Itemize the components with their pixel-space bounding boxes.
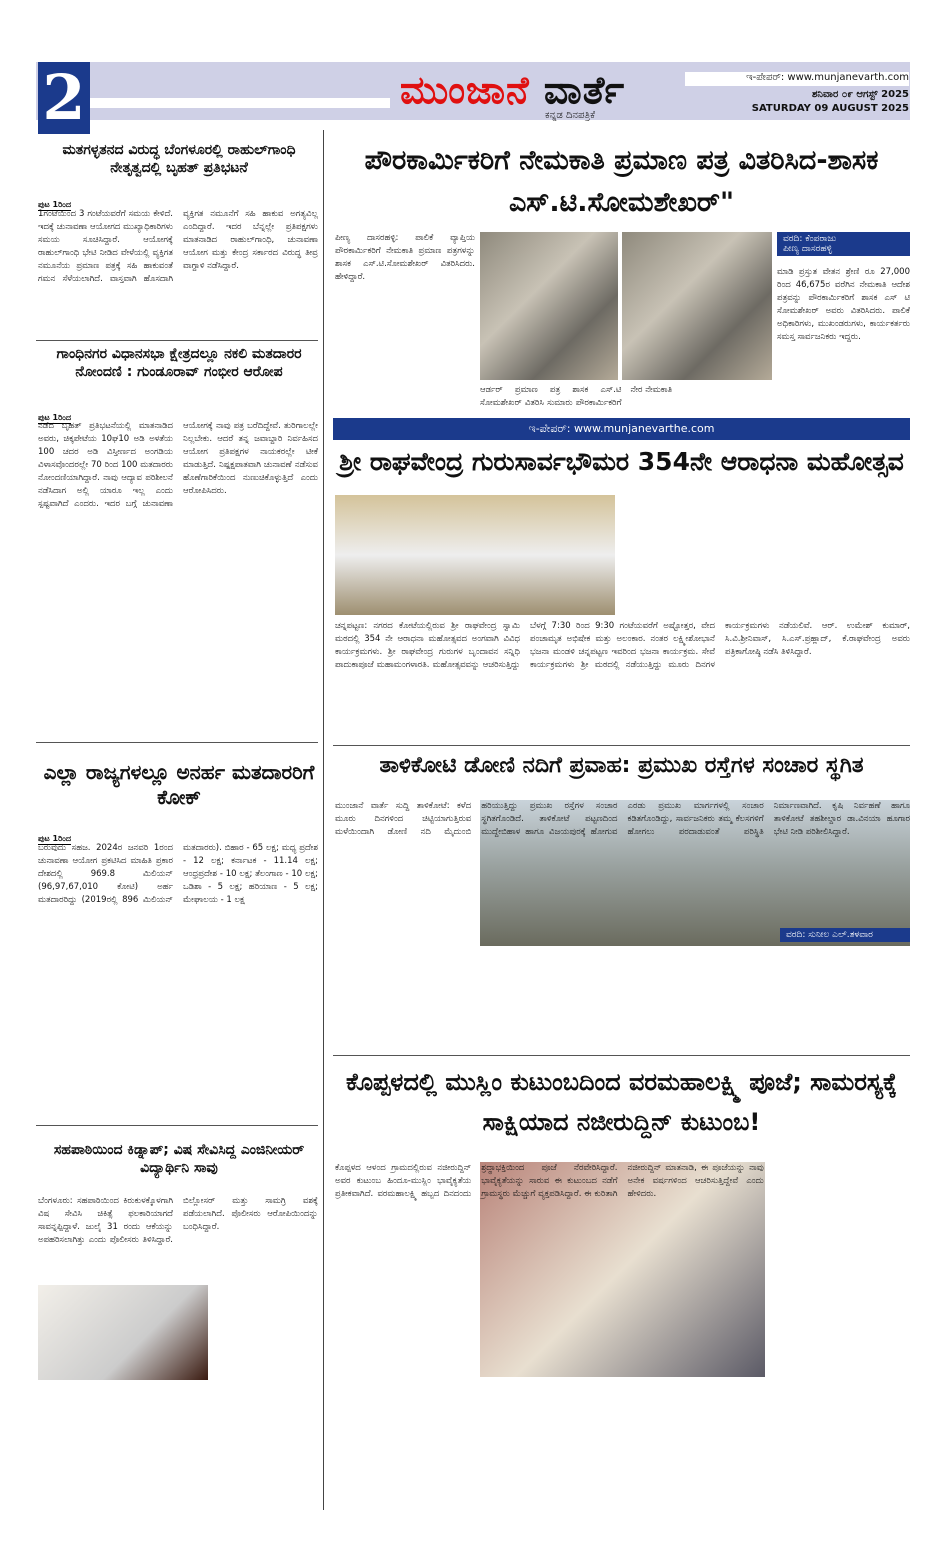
article-body: ಬೆಂಗಳೂರು: ಸಹಪಾಠಿಯಿಂದ ಕಿರುಕುಳಕ್ಕೊಳಗಾಗಿ ವಿಷ ಸೇವಿಸಿ ಚಿಕಿತ್ಸೆ ಫಲಕಾರಿಯಾಗದೆ ಸಾವನ್ನಪ್ಪಿದ್ದಾಳೆ. ಜುಲೈ 31 ರಂದು ಆಕೆಯನ್ನು ಅಪಹರಿಸಲಾಗಿತ್ತು ಎಂದು ಪೊಲೀಸರು ತಿಳಿಸಿದ್ದಾರೆ. ಬಿಲ್ಲೋಸರ್ ಮತ್ತು ಸಾಮಗ್ರಿ ವಶಕ್ಕೆ ಪಡೆಯಲಾಗಿದೆ. ಪೊಲೀಸರು ಆರೋಪಿಯಿಂದನ್ನು ಬಂಧಿಸಿದ್ದಾರೆ. (38, 1196, 318, 1245)
article-body: ಮಾಡಿ ಪ್ರಸ್ತುತ ವೇತನ ಶ್ರೇಣಿ ರೂ 27,000 ರಿಂದ 46,675ರ ವರೆಗಿನ ನೇಮಕಾತಿ ಆದೇಶ ಪತ್ರವನ್ನು ಪೌರಕಾರ್ಮಿಕರಿಗೆ ಶಾಸಕ ಎಸ್ ಟಿ ಸೋಮಶೇಖರ್ ಅವರು ವಿತರಿಸಿದರು. ಪಾಲಿಕೆ ಅಧಿಕಾರಿಗಳು, ಮುಖಂಡರುಗಳು, ಕಾರ್ಯಕರ್ತರು ಸಮಸ್ತ ಸಾರ್ವಜನಿಕರು ಇದ್ದರು. (777, 267, 910, 342)
article-headline: ಗಾಂಧಿನಗರ ವಿಧಾನಸಭಾ ಕ್ಷೇತ್ರದಲ್ಲೂ ನಕಲಿ ಮತದಾರರ ನೋಂದಣಿ : ಗುಂಡೂರಾವ್ ಗಂಭೀರ ಆರೋಪ (56, 346, 302, 380)
photo-caption: ಆರ್ಡರ್ ಪ್ರಮಾಣ ಪತ್ರ ಶಾಸಕ ಎಸ್.ಟಿ ಸೋಮಶೇಖರ್ ವಿತರಿಸಿ ಸುಮಾರು ಪೌರಕಾರ್ಮಿಕರಿಗೆ ನೇರ ನೇಮಕಾತಿ (480, 385, 673, 408)
article-headline: ಮತಗಳ್ಳತನದ ವಿರುದ್ಧ ಬೆಂಗಳೂರಲ್ಲಿ ರಾಹುಲ್‌ಗಾಂಧಿ ನೇತೃತ್ವದಲ್ಲಿ ಬೃಹತ್ ಪ್ರತಿಭಟನೆ (62, 142, 296, 176)
article-body: ನಡೆದ ಬೃಹತ್ ಪ್ರತಿಭಟನೆಯಲ್ಲಿ ಮಾತನಾಡಿದ ಅವರು, ಚಿಕ್ಕಪೇಟೆಯ 10ಘ10 ಅಡಿ ಅಳತೆಯ 100 ಚದರ ಅಡಿ ವಿಸ್ತೀರ್ಣದ ಅಂಗಡಿಯ ವಿಳಾಸವೊಂದರಲ್ಲೇ 70 ರಿಂದ 100 ಮತದಾರರು ನೋಂದಣಿಯಾಗಿದ್ದಾರೆ. ನಾವು ಆದ್ಯಾವ ಪರಿಶೀಲನೆ ನಡೆಸಿದಾಗ ಅಲ್ಲಿ ಯಾರೂ ಇಲ್ಲ ಎಂದು ಸ್ಪಷ್ಟವಾಗಿದೆ ಎಂದರು. ಇದರ ಬಗ್ಗೆ ಚುನಾವಣಾ ಆಯೋಗಕ್ಕೆ ನಾವು ಪತ್ರ ಬರೆದಿದ್ದೇವೆ. ತುರಿಗಾಲಲ್ಲೇ ನಿಲ್ಲಬೇಕು. ಆದರೆ ತನ್ನ ಜವಾಬ್ದಾರಿ ನಿರ್ವಹಿಸದ ಆಯೋಗ ಪ್ರತಿಪಕ್ಷಗಳ ನಾಯಕರಲ್ಲೇ ಟೀಕೆ ಮಾಡುತ್ತಿದೆ. ನಿಷ್ಪಕ್ಷಪಾತವಾಗಿ ಚುನಾವಣೆ ನಡೆಸುವ ಹೊಣೆಗಾರಿಕೆಯಿಂದ ನುಣುಚಿಕೊಳ್ಳುತ್ತಿದೆ ಎಂದು ಆರೋಪಿಸಿದರು. (38, 421, 318, 509)
divider (333, 1055, 910, 1056)
newspaper-logo (400, 68, 625, 113)
epaper-banner[interactable]: ಇ-ಪೇಪರ್: www.munjanevarthe.com (333, 418, 910, 440)
article-body: ಬರುವುದು ಸಹಜ. 2024ರ ಜನವರಿ 1ರಂದ ಚುನಾವಣಾ ಆಯೋಗ ಪ್ರಕಟಿಸಿದ ಮಾಹಿತಿ ಪ್ರಕಾರ ದೇಶದಲ್ಲಿ 969.8 ಮಿಲಿಯನ್ (96,97,67,010 ಕೋಟಿ) ಅರ್ಹ ಮತದಾರರಿದ್ದು (2019ರಲ್ಲಿ 896 ಮಿಲಿಯನ್ ಮತದಾರರು). ಬಿಹಾರ - 65 ಲಕ್ಷ; ಮಧ್ಯ ಪ್ರದೇಶ - 12 ಲಕ್ಷ; ಕರ್ನಾಟಕ - 11.14 ಲಕ್ಷ; ಆಂಧ್ರಪ್ರದೇಶ - 10 ಲಕ್ಷ; ತೆಲಂಗಾಣ - 10 ಲಕ್ಷ; ಒಡಿಶಾ - 5 ಲಕ್ಷ; ಹರಿಯಾಣ - 5 ಲಕ್ಷ; ಮೇಘಾಲಯ - 1 ಲಕ್ಷ (38, 843, 318, 905)
certificate-photo-1 (480, 232, 618, 380)
article-headline: ಪೌರಕಾರ್ಮಿಕರಿಗೆ ನೇಮಕಾತಿ ಪ್ರಮಾಣ ಪತ್ರ ವಿತರಿಸಿದ-ಶಾಸಕ ಎಸ್.ಟಿ.ಸೋಮಶೇಖರ್" (364, 145, 879, 218)
byline-name: ವರದಿ: ಕೆಂಪರಾಜು (783, 234, 837, 244)
article-body: 1ಗಂಟೆಯಿಂದ 3 ಗಂಟೆಯವರೆಗೆ ಸಮಯ ಕೇಳಿದೆ. ಇದಕ್ಕೆ ಚುನಾವಣಾ ಆಯೋಗದ ಮುಖ್ಯಾಧಿಕಾರಿಗಳು ಸಮಯ ಸೂಚಿಸಿದ್ದಾರೆ. ಆಯೋಗಕ್ಕೆ ರಾಹುಲ್‌ಗಾಂಧಿ ಭೇಟಿ ನೀಡಿದ ವೇಳೆಯಲ್ಲಿ ವ್ಯಕ್ತಿಗತ ನಮೂನೆಯ ಪ್ರಮಾಣ ಪತ್ರಕ್ಕೆ ಸಹಿ ಹಾಕುವಂತೆ ಗಮನ ಸೆಳೆಯಲಾಗಿದೆ. ವಾಸ್ತವಾಗಿ ಹೊಸದಾಗಿ ವ್ಯಕ್ತಿಗತ ನಮೂನೆಗೆ ಸಹಿ ಹಾಕುವ ಅಗತ್ಯವಿಲ್ಲ ಎಂದಿದ್ದಾರೆ. ಇದರ ಬೆನ್ನಲ್ಲೇ ಪ್ರತಿಪಕ್ಷಗಳು ಮಾತನಾಡಿದ ರಾಹುಲ್‌ಗಾಂಧಿ, ಚುನಾವಣಾ ಆಯೋಗ ಮತ್ತು ಕೇಂದ್ರ ಸರ್ಕಾರದ ವಿರುದ್ಧ ತೀವ್ರ ವಾಗ್ದಾಳಿ ನಡೆಸಿದ್ದಾರೆ. (38, 209, 318, 284)
article-headline: ಕೊಪ್ಪಳದಲ್ಲಿ ಮುಸ್ಲಿಂ ಕುಟುಂಬದಿಂದ ವರಮಹಾಲಕ್ಷ್ಮಿ ಪೂಜೆ; ಸಾಮರಸ್ಯಕ್ಕೆ ಸಾಕ್ಷಿಯಾದ ನಜೀರುದ್ದಿನ್ ಕುಟುಂಬ! (345, 1068, 897, 1136)
dateline-text: ಪುಟ 1ರಿಂದ (38, 834, 72, 843)
byline: ವರದಿ: ಸುನೀಲ ಎಲ್.ತಳವಾರ (780, 928, 910, 942)
article-headline: ಎಲ್ಲಾ ರಾಜ್ಯಗಳಲ್ಲೂ ಅನರ್ಹ ಮತದಾರರಿಗೆ ಕೋಕ್ (43, 760, 315, 809)
logo-red-text: ಮುಂಜಾನೆ (400, 68, 530, 112)
date-kannada: ಶನಿವಾರ ೦೯ ಆಗಸ್ಟ್ 2025 (811, 89, 909, 100)
dateline-text: ಪುಟ 1ರಿಂದ (38, 200, 72, 209)
article-headline: ಸಹಪಾಠಿಯಿಂದ ಕಿಡ್ನಾಪ್; ವಿಷ ಸೇವಿಸಿದ್ದ ಎಂಜಿನೀಯರ್ ವಿದ್ಯಾರ್ಥಿನಿ ಸಾವು (53, 1142, 305, 1176)
divider (36, 742, 318, 743)
press-meet-photo (335, 495, 615, 615)
epaper-link[interactable]: ಇ-ಪೇಪರ್: www.munjanevarth.com (685, 72, 909, 86)
article-body: ಮುಂಜಾನೆ ವಾರ್ತೆ ಸುದ್ದಿ ತಾಳಿಕೋಟೆ: ಕಳೆದ ಮೂರು ದಿನಗಳಿಂದ ಚಿಟ್ಟಿಯಾಗುತ್ತಿರುವ ಮಳೆಯಿಂದಾಗಿ ಡೋಣಿ ನದಿ ಮೈದುಂಬಿ ಹರಿಯುತ್ತಿದ್ದು ಪ್ರಮುಖ ರಸ್ತೆಗಳ ಸಂಚಾರ ಸ್ಥಗಿತಗೊಂಡಿದೆ. ತಾಳಿಕೋಟೆ ಪಟ್ಟಣದಿಂದ ಮುದ್ದೇಬಿಹಾಳ ಹಾಗೂ ವಿಜಯಪುರಕ್ಕೆ ಹೋಗುವ ಎರಡು ಪ್ರಮುಖ ಮಾರ್ಗಗಳಲ್ಲಿ ಸಂಚಾರ ಕಡಿತಗೊಂಡಿದ್ದು, ಸಾರ್ವಜನಿಕರು ತಮ್ಮ ಕೆಲಸಗಳಿಗೆ ಹೋಗಲು ಪರದಾಡುವಂತೆ ಪರಿಸ್ಥಿತಿ ನಿರ್ಮಾಣವಾಗಿದೆ. ಕೃಷಿ ನಿರ್ವಹಣೆ ಹಾಗೂ ತಾಳಿಕೋಟೆ ತಹಶೀಲ್ದಾರ ಡಾ.ವಿನಯಾ ಹೂಗಾರ ಭೇಟಿ ನೀಡಿ ಪರಿಶೀಲಿಸಿದ್ದಾರೆ. (335, 801, 910, 837)
newspaper-subtitle: ಕನ್ನಡ ದಿನಪತ್ರಿಕೆ (545, 110, 596, 121)
article-headline: ತಾಳಿಕೋಟಿ ಡೋಣಿ ನದಿಗೆ ಪ್ರವಾಹ: ಪ್ರಮುಖ ರಸ್ತೆಗಳ ಸಂಚಾರ ಸ್ಥಗಿತ (379, 753, 864, 778)
divider (36, 340, 318, 341)
article-body: ಕೊಪ್ಪಳದ ಆಳಂದ ಗ್ರಾಮದಲ್ಲಿರುವ ನಜೀರುದ್ದಿನ್ ಅವರ ಕುಟುಂಬ ಹಿಂದೂ-ಮುಸ್ಲಿಂ ಭಾವೈಕ್ಯತೆಯ ಪ್ರತೀಕವಾಗಿದೆ. ವರಮಹಾಲಕ್ಷ್ಮಿ ಹಬ್ಬದ ದಿನದಂದು ಶ್ರದ್ಧಾಭಕ್ತಿಯಿಂದ ಪೂಜೆ ನೆರವೇರಿಸಿದ್ದಾರೆ. ಭಾವೈಕ್ಯತೆಯನ್ನು ಸಾರುವ ಈ ಕುಟುಂಬದ ನಡೆಗೆ ಗ್ರಾಮಸ್ಥರು ಮೆಚ್ಚುಗೆ ವ್ಯಕ್ತಪಡಿಸಿದ್ದಾರೆ. ಈ ಕುರಿತಾಗಿ ನಜೀರುದ್ದಿನ್ ಮಾತನಾಡಿ, ಈ ಪೂಜೆಯನ್ನು ನಾವು ಅನೇಕ ವರ್ಷಗಳಿಂದ ಆಚರಿಸುತ್ತಿದ್ದೇವೆ ಎಂದು ಹೇಳಿದರು. (335, 1163, 764, 1199)
article-body: ಪೀಣ್ಯ ದಾಸರಹಳ್ಳಿ: ಪಾಲಿಕೆ ವ್ಯಾಪ್ತಿಯ ಪೌರಕಾರ್ಮಿಕರಿಗೆ ನೇಮಕಾತಿ ಪ್ರಮಾಣ ಪತ್ರಗಳನ್ನು ಶಾಸಕ ಎಸ್.ಟಿ.ಸೋಮಶೇಖರ್ ವಿತರಿಸಿದರು. ಹೇಳಿದ್ದಾರೆ. (335, 233, 475, 282)
article-body: ಚನ್ನಪಟ್ಟಣ: ನಗರದ ಕೋಟೆಯಲ್ಲಿರುವ ಶ್ರೀ ರಾಘವೇಂದ್ರ ಸ್ವಾಮಿ ಮಠದಲ್ಲಿ 354 ನೇ ಆರಾಧನಾ ಮಹೋತ್ಸವದ ಅಂಗವಾಗಿ ವಿವಿಧ ಕಾರ್ಯಕ್ರಮಗಳು. ಶ್ರೀ ರಾಘವೇಂದ್ರ ಗುರುಗಳ ಬೃಂದಾವನ ಸನ್ನಿಧಿ ಪಾದುಕಾಪೂಜೆ ಮಹಾಮಂಗಳಾರತಿ. ಮಹೋತ್ಸವವನ್ನು ಆಚರಿಸುತ್ತಿದ್ದು ಬೆಳಗ್ಗೆ 7:30 ರಿಂದ 9:30 ಗಂಟೆಯವರೆಗೆ ಅಷ್ಟೋತ್ತರ, ವೇದ ಪಂಚಾಮೃತ ಅಭಿಷೇಕ ಮತ್ತು ಅಲಂಕಾರ. ನಂತರ ಲಕ್ಷ್ಮೀಶೋಭಾನೆ ಭಜನಾ ಮಂಡಳಿ ಚನ್ನಪಟ್ಟಣ ಇವರಿಂದ ಭಜನಾ ಕಾರ್ಯಕ್ರಮ. ಸೇವೆ ಕಾರ್ಯಕ್ರಮಗಳು ಶ್ರೀ ಮಠದಲ್ಲಿ ನಡೆಯುತ್ತಿದ್ದು ಮೂರು ದಿನಗಳ ಕಾರ್ಯಕ್ರಮಗಳು ನಡೆಯಲಿವೆ. ಆರ್. ಉಮೇಶ್ ಕುಮಾರ್, ಸಿ.ವಿ.ಶ್ರೀನಿವಾಸ್, ಸಿ.ಎಸ್.ಪ್ರಹ್ಲಾದ್, ಕೆ.ರಾಘವೇಂದ್ರ ಅವರು ಪತ್ರಿಕಾಗೋಷ್ಠಿ ನಡೆಸಿ ತಿಳಿಸಿದ್ದಾರೆ. (335, 621, 910, 670)
certificate-photo-2 (622, 232, 772, 380)
masthead-divider (90, 98, 390, 108)
date-english: SATURDAY 09 AUGUST 2025 (751, 103, 909, 114)
divider (36, 1125, 318, 1126)
byline-place: ಪೀಣ್ಯ ದಾಸರಹಳ್ಳಿ (783, 244, 833, 254)
logo-black-text: ವಾರ್ತೆ (543, 68, 626, 112)
column-divider (323, 130, 324, 1510)
divider (333, 745, 910, 746)
article-headline: ಶ್ರೀ ರಾಘವೇಂದ್ರ ಗುರುಸಾರ್ವಭೌಮರ 354ನೇ ಆರಾಧನಾ ಮಹೋತ್ಸವ (339, 447, 904, 476)
byline (777, 232, 910, 256)
page-number: 2 (38, 62, 90, 134)
dateline-text: ಪುಟ 1ರಿಂದ (38, 413, 72, 422)
